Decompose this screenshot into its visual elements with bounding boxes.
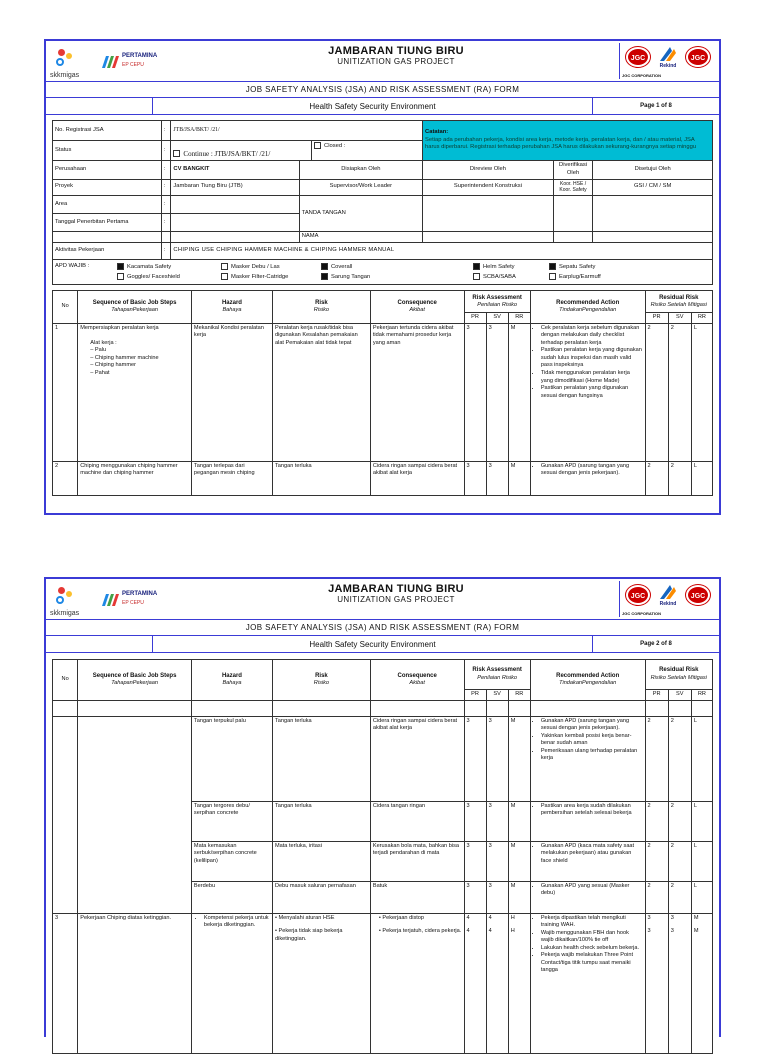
note-box: Catatan: Setiap ada perubahan pekerja, kondisi area kerja, metode kerja, peralatan kerja, dan / atau material, JSA harus diperbarui. Registrasi terhadap perubahan JSA harus dilakukan sekurang-kurangnya setiap minggu	[423, 121, 713, 161]
rekind-logo: Rekind	[656, 45, 680, 69]
registration-table: No. Registrasi JSA : JTB/JSA/BKT/ /21/ Catatan: Setiap ada perubahan pekerja, kondisi area kerja, metode kerja, peralatan kerja, dan / atau material, JSA harus diperbarui. Registrasi terhadap perubahan JSA harus dilakukan sekurang-kurangnya setiap minggu Status : Continue : JTB/JSA/BKT/ /21/ Closed : Perusahaan : CV BANGKIT Disiapkan Oleh Direview Oleh Diverifikasi Oleh Disetujui Oleh Proyek : Jambaran Tiung Biru (JTB) Supervisor/Work Leader Superintendent Konstruksi Koor. HSE / Koor. Safety GSI / CM / SM Area : TANDA TANGAN Tanggal Penerbitan Pertama : NAMA Aktivitas Pekerjaan : CHIPING USE CHIPING HAMMER MACHINE & CHIPING HAMMER MANUAL APD WAJIB : Kacamata Safety Masker Debu / Las Coverall Helm Safety Sepatu Safety Goggles/ Faceshield Masker Filter-Catridge Sarung Tangan SCBA/SABA Earplug/Earmuff	[52, 120, 713, 285]
apd-checkbox[interactable]	[321, 263, 328, 270]
jsa-table-page2: No Sequence of Basic Job Steps TahapanPekerjaan Hazard Bahaya Risk Risiko Consequence Akibat Risk Assessment Penilaian Risiko Recommended Action TindakanPengendalian Residual Risk Risiko Setelah Mitigasi PR SV RR PR SV RR Tangan terpukul palu Tangan terluka Cidera ringan sampai cidera berat akibat alat kerja 3 3 M • Gunakan APD (sarung tangan yang sesuai dengan jenis pekerjaan). • Yakinkan kembali posisi kerja benar-benar sudah aman • Pemeriksaan ulang terhadap peralatan kerja 2 2 L Tangan tergores debu/ serpihan concrete Tangan terluka Cidera tangan ringan 3 3 M • Pastikan area kerja sudah dilakukan pembersihan setelah selesai bekerja 2 2 L Mata kemasukan serbuk/serpihan concrete (kelilipan) Mata terluka, iritasi Kerusakan bola mata, bahkan bisa terjadi pendarahan di mata 3 3 M • Gunakan APD (kaca mata safety saat melakukan pekerjaan) atau gunakan face shield 2 2 L Berdebu Debu masuk saluran pernafasan Batuk 3 3 M • Gunakan APD yang sesuai (Masker debu) 2 2 L 3 Pekerjaan Chiping diatas ketinggian. • Kompetensi pekerja untuk bekerja diketinggian. • Menyalahi aturan HSE • Pekerja tidak siap bekerja diketinggian. • Pekerjaan distop • Pekerja terjatuh, cidera pekerja. 4 4 4 4 H H • Pekerja dipastikan telah mengikuti training WAH. • Wajib menggunakan FBH dan hook wajib dikaitkan/100% tie off • Lakukan health check sebelum bekerja. • Pekerja wajib melakukan Three Point Contact/tiga titik tumpu saat menaiki tangga 3 3 3 3 M M	[52, 659, 713, 1054]
apd-checkbox[interactable]	[117, 263, 124, 270]
page-number: Page 1 of 8	[640, 103, 672, 109]
table-row: Tangan terpukul palu Tangan terluka Cidera ringan sampai cidera berat akibat alat kerja 3 3 M • Gunakan APD (sarung tangan yang sesuai dengan jenis pekerjaan). • Yakinkan kembali posisi kerja benar-benar sudah aman • Pemeriksaan ulang terhadap peralatan kerja 2 2 L	[53, 716, 713, 801]
apd-checkbox[interactable]	[321, 273, 328, 280]
project-title: JAMBARAN TIUNG BIRU UNITIZATION GAS PROJECT	[328, 583, 464, 604]
table-row: Mata kemasukan serbuk/serpihan concrete (kelilipan) Mata terluka, iritasi Kerusakan bola mata, bahkan bisa terjadi pendarahan di mata 3 3 M • Gunakan APD (kaca mata safety saat melakukan pekerjaan) atau gunakan face shield 2 2 L	[53, 841, 713, 881]
rekind-logo: Rekind	[656, 583, 680, 607]
skkmigas-logo: skkmigas	[50, 585, 96, 617]
apd-checkbox[interactable]	[221, 273, 228, 280]
apd-checkbox[interactable]	[117, 273, 124, 280]
jgc-logo: JGC	[626, 47, 650, 67]
jgc-logo: JGC	[686, 47, 710, 67]
apd-checkbox[interactable]	[221, 263, 228, 270]
contractor-logos: JGC Rekind JGC JGC CORPORATION	[619, 581, 715, 617]
project-title: JAMBARAN TIUNG BIRU UNITIZATION GAS PROJECT	[328, 45, 464, 66]
pertamina-logo: PERTAMINA EP CEPU	[100, 51, 156, 73]
apd-checkbox[interactable]	[549, 263, 556, 270]
apd-section: APD WAJIB : Kacamata Safety Masker Debu / Las Coverall Helm Safety Sepatu Safety Goggles/ Faceshield Masker Filter-Catridge Sarung Tangan SCBA/SABA Earplug/Earmuff	[53, 260, 713, 285]
continue-checkbox[interactable]	[173, 150, 180, 157]
page-header	[46, 579, 719, 620]
page-number: Page 2 of 8	[640, 641, 672, 647]
closed-checkbox[interactable]	[314, 142, 321, 149]
activity-value: CHIPING USE CHIPING HAMMER MACHINE & CHIPING HAMMER MANUAL	[171, 243, 713, 260]
form-title: JOB SAFETY ANALYSIS (JSA) AND RISK ASSESSMENT (RA) FORM	[46, 82, 719, 98]
apd-checkbox[interactable]	[549, 273, 556, 280]
jsa-page-2	[44, 577, 721, 1037]
dept-row	[46, 636, 719, 653]
page-header	[46, 41, 719, 82]
dept-label: Health Safety Security Environment	[153, 98, 593, 114]
jsa-page-1	[44, 39, 721, 515]
skkmigas-logo: skkmigas	[50, 47, 96, 79]
dept-label: Health Safety Security Environment	[153, 636, 593, 652]
jsa-table-page1: No Sequence of Basic Job Steps TahapanPekerjaan Hazard Bahaya Risk Risiko Consequence Akibat Risk Assessment Penilaian Risiko Recommended Action TindakanPengendalian Residual Risk Risiko Setelah Mitigasi PR SV RR PR SV RR 1 Mempersiapkan peralatan kerja Alat kerja : – Palu – Chiping hammer machine – Chiping hammer – Pahat Mekanikal Kondisi peralatan kerja Peralatan kerja rusak/tidak bisa digunakan Kesalahan pemakaian alat Pemakaian alat tidak tepat Pekerjaan tertunda cidera akibat tidak memahami prosedur kerja yang aman 3 3 M • Cek peralatan kerja sebelum digunakan dengan melakukan daily checklist terhadap peralatan kerja • Pastikan peralatan kerja yang digunakan sudah lulus inspeksi dan masih valid pass inspeksinya • Tidak menggunakan peralatan kerja yang dimodifikasi (Home Made) • Pastikan peralatan yang digunakan sesuai dengan fungsinya 2 2 L 2 Chiping menggunakan chiping hammer machine dan chiping hammer Tangan terlepas dari pegangan mesin chiping Tangan terluka Cidera ringan sampai cidera berat akibat alat kerja 3 3 M • Gunakan APD (sarung tangan yang sesuai dengan jenis pekerjaan). 2 2 L	[52, 290, 713, 496]
form-title: JOB SAFETY ANALYSIS (JSA) AND RISK ASSESSMENT (RA) FORM	[46, 620, 719, 636]
table-row: 1 Mempersiapkan peralatan kerja Alat kerja : – Palu – Chiping hammer machine – Chiping hammer – Pahat Mekanikal Kondisi peralatan kerja Peralatan kerja rusak/tidak bisa digunakan Kesalahan pemakaian alat Pemakaian alat tidak tepat Pekerjaan tertunda cidera akibat tidak memahami prosedur kerja yang aman 3 3 M • Cek peralatan kerja sebelum digunakan dengan melakukan daily checklist terhadap peralatan kerja • Pastikan peralatan kerja yang digunakan sudah lulus inspeksi dan masih valid pass inspeksinya • Tidak menggunakan peralatan kerja yang dimodifikasi (Home Made) • Pastikan peralatan yang digunakan sesuai dengan fungsinya 2 2 L	[53, 323, 713, 461]
table-row: 2 Chiping menggunakan chiping hammer machine dan chiping hammer Tangan terlepas dari pegangan mesin chiping Tangan terluka Cidera ringan sampai cidera berat akibat alat kerja 3 3 M • Gunakan APD (sarung tangan yang sesuai dengan jenis pekerjaan). 2 2 L	[53, 461, 713, 495]
pertamina-logo: PERTAMINA EP CEPU	[100, 589, 156, 611]
table-row: Berdebu Debu masuk saluran pernafasan Batuk 3 3 M • Gunakan APD yang sesuai (Masker debu) 2 2 L	[53, 881, 713, 913]
table-row: Tangan tergores debu/ serpihan concrete Tangan terluka Cidera tangan ringan 3 3 M • Pastikan area kerja sudah dilakukan pembersihan setelah selesai bekerja 2 2 L	[53, 801, 713, 841]
contractor-logos: JGC Rekind JGC JGC CORPORATION	[619, 43, 715, 79]
jgc-logo: JGC	[626, 585, 650, 605]
apd-checkbox[interactable]	[473, 263, 480, 270]
apd-checkbox[interactable]	[473, 273, 480, 280]
reg-number[interactable]: JTB/JSA/BKT/ /21/	[171, 121, 423, 141]
table-row: 3 Pekerjaan Chiping diatas ketinggian. • Kompetensi pekerja untuk bekerja diketinggian. • Menyalahi aturan HSE • Pekerja tidak siap bekerja diketinggian. • Pekerjaan distop • Pekerja terjatuh, cidera pekerja. 4 4 4 4 H H • Pekerja dipastikan telah mengikuti training WAH. • Wajib menggunakan FBH dan hook wajib dikaitkan/100% tie off • Lakukan health check sebelum bekerja. • Pekerja wajib melakukan Three Point Contact/tiga titik tumpu saat menaiki tangga 3 3 3 3 M M	[53, 913, 713, 1053]
jgc-logo: JGC	[686, 585, 710, 605]
dept-row	[46, 98, 719, 115]
